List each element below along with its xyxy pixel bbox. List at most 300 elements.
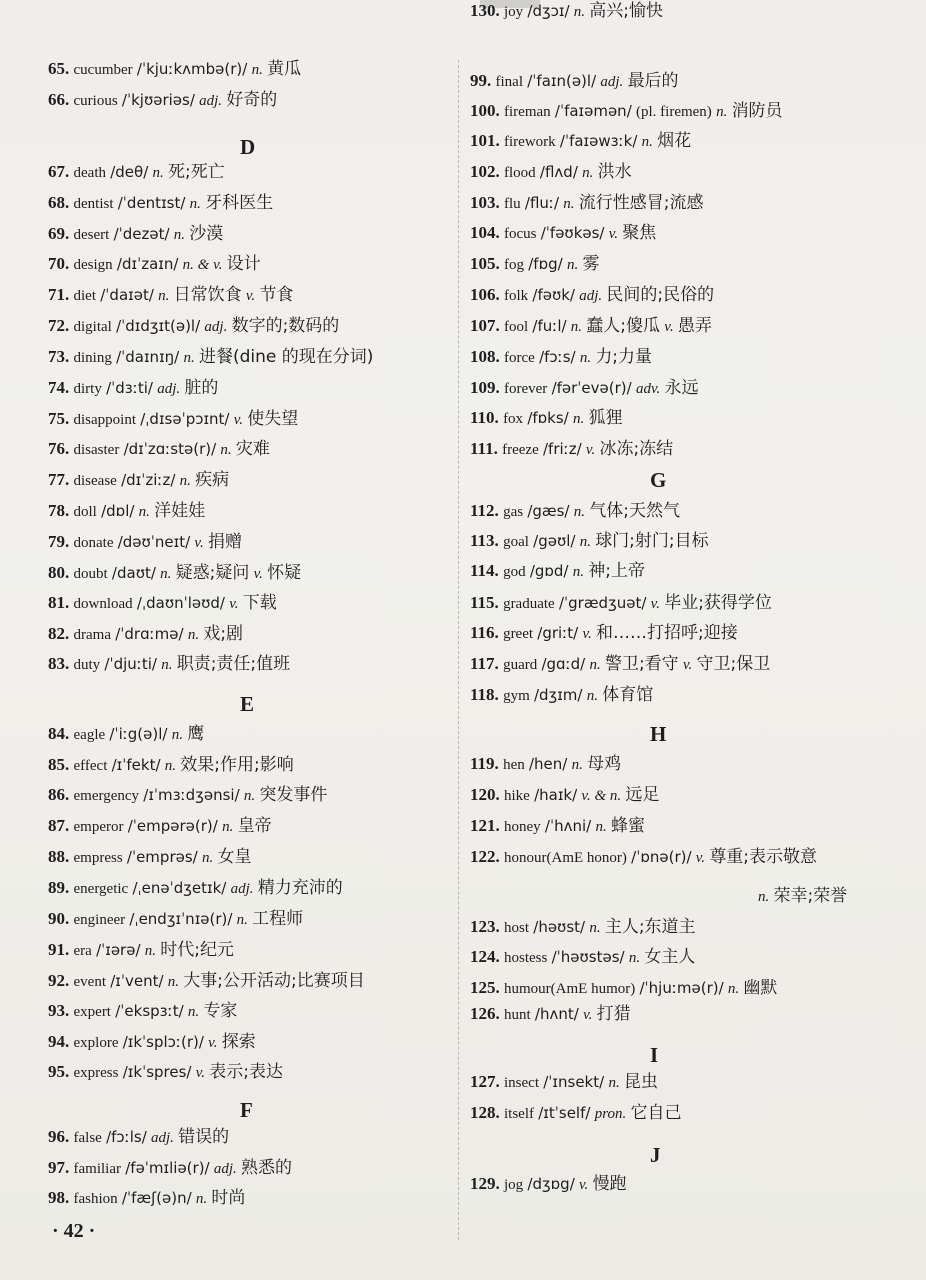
entry-number: 79. — [48, 532, 70, 551]
phonetic: /hen/ — [528, 755, 568, 773]
phonetic: /ˈɒnə(r)/ — [631, 848, 692, 866]
part-of-speech: n. — [566, 257, 579, 273]
chinese-meaning: 狐狸 — [588, 408, 623, 428]
chinese-meaning: 设计 — [226, 254, 261, 274]
vocab-entry — [470, 253, 599, 276]
headword: hostess — [504, 950, 548, 966]
entry-number: 74. — [48, 378, 70, 397]
chinese-meaning: 民间的;民俗的 — [606, 285, 715, 305]
entry-number: 123. — [470, 917, 500, 936]
phonetic: /fɒg/ — [528, 255, 563, 273]
vocab-entry — [470, 70, 679, 93]
vocab-entry — [48, 1126, 229, 1149]
phonetic: /ˈɪərə/ — [96, 941, 141, 959]
part-of-speech: n. — [195, 1191, 208, 1207]
headword: empress — [73, 850, 123, 866]
part-of-speech: n. — [222, 819, 234, 835]
chinese-meaning-2: 愚弄 — [677, 316, 712, 336]
part-of-speech: n. — [158, 288, 170, 304]
part-of-speech: n. — [571, 757, 583, 773]
part-of-speech: n. — [167, 974, 180, 990]
headword: force — [504, 350, 535, 366]
vocab-entry — [470, 438, 673, 461]
part-of-speech: n. — [187, 1004, 200, 1020]
chinese-meaning: 大事;公开活动;比赛项目 — [183, 971, 365, 991]
vocab-entry — [48, 623, 243, 646]
headword: disappoint — [73, 412, 136, 428]
vocab-entry — [48, 223, 223, 246]
headword: god — [503, 564, 526, 580]
section-letter: G — [650, 468, 667, 492]
vocab-entry — [470, 622, 738, 645]
headword: guard — [503, 657, 538, 673]
vocab-entry — [470, 653, 770, 676]
phonetic: /fluː/ — [524, 194, 560, 212]
headword: fox — [503, 411, 524, 427]
vocab-entry — [48, 469, 229, 492]
entry-number: 120. — [470, 785, 500, 804]
entry-number: 97. — [48, 1158, 70, 1177]
part-of-speech: n. — [589, 657, 601, 673]
vocab-entry — [48, 1031, 256, 1054]
headword: folk — [504, 288, 529, 304]
entry-number: 92. — [48, 971, 70, 990]
chinese-meaning: 主人;东道主 — [604, 917, 696, 937]
phonetic: /ˈfaɪəmən/ — [554, 102, 632, 120]
vocab-entry — [470, 977, 777, 1000]
entry-number: 81. — [48, 593, 70, 612]
headword: focus — [504, 226, 537, 242]
phonetic: /haɪk/ — [534, 786, 578, 804]
vocab-entry — [48, 500, 205, 523]
section-letter: I — [650, 1043, 659, 1067]
chinese-meaning: 永远 — [664, 378, 699, 398]
chinese-meaning: 工程师 — [252, 909, 304, 929]
phonetic: /ɪˈmɜːdʒənsi/ — [143, 786, 240, 804]
vocab-entry — [48, 723, 204, 746]
headword: gas — [503, 504, 524, 520]
vocab-entry — [48, 939, 234, 962]
entry-number: 104. — [470, 223, 500, 242]
part-of-speech: n. — [189, 196, 201, 212]
entry-number: 111. — [470, 439, 498, 458]
vocab-entry — [48, 1000, 237, 1023]
entry-number: 68. — [48, 193, 70, 212]
entry-number: 117. — [470, 654, 499, 673]
phonetic: /ɪkˈsplɔː(r)/ — [122, 1033, 204, 1051]
phonetic: /dʒɒg/ — [527, 1175, 575, 1193]
phonetic: /ˈdentɪst/ — [117, 194, 186, 212]
headword: desert — [73, 227, 110, 243]
vocab-entry — [48, 253, 261, 276]
vocab-entry — [48, 754, 294, 777]
phonetic: /ˈdrɑːmə/ — [115, 625, 184, 643]
entry-continuation — [758, 885, 847, 908]
part-of-speech: n. — [152, 165, 164, 181]
vocab-entry — [48, 438, 270, 461]
phonetic: /griːt/ — [537, 624, 579, 642]
entry-number: 110. — [470, 408, 499, 427]
chinese-meaning: 和……打招呼;迎接 — [596, 623, 738, 643]
headword: jog — [504, 1177, 524, 1193]
chinese-meaning: 高兴;愉快 — [589, 1, 664, 21]
phonetic: /fuːl/ — [532, 317, 567, 335]
headword: firework — [504, 134, 556, 150]
phonetic: /daʊt/ — [111, 564, 156, 582]
headword: honey — [504, 819, 541, 835]
headword: disease — [73, 473, 117, 489]
phonetic: /ˈfaɪəwɜːk/ — [559, 132, 638, 150]
phonetic: /ˌdɪsəˈpɔɪnt/ — [140, 410, 230, 428]
chinese-meaning: 时代;纪元 — [160, 940, 234, 960]
phonetic: /ˈhəʊstəs/ — [551, 948, 625, 966]
entry-number: 129. — [470, 1174, 500, 1193]
phonetic: /dɒl/ — [101, 502, 135, 520]
chinese-meaning: 黄瓜 — [267, 59, 302, 79]
entry-number: 118. — [470, 685, 499, 704]
chinese-meaning: 时尚 — [211, 1188, 246, 1208]
headword: familiar — [73, 1161, 121, 1177]
part-of-speech: n. — [563, 196, 575, 212]
headword: insect — [504, 1075, 539, 1091]
headword: cucumber — [73, 62, 133, 78]
entry-number: 108. — [470, 347, 500, 366]
section-letter: H — [650, 722, 667, 746]
phonetic: /ˌdaʊnˈləʊd/ — [136, 594, 225, 612]
vocab-entry — [470, 1102, 681, 1125]
headword: humour(AmE humor) — [504, 981, 636, 997]
chinese-meaning: 流行性感冒;流感 — [578, 193, 704, 213]
part-of-speech: adj. — [157, 381, 181, 397]
part-of-speech: n. — [160, 566, 172, 582]
chinese-meaning: 聚焦 — [622, 223, 657, 243]
phonetic: /ɪˈfekt/ — [111, 756, 161, 774]
headword: eagle — [73, 727, 106, 743]
entry-number: 78. — [48, 501, 70, 520]
part-of-speech: n. — [173, 227, 186, 243]
headword: fireman — [504, 104, 551, 120]
phonetic: /ˈkjuːkʌmbə(r)/ — [136, 60, 248, 78]
vocab-entry — [48, 284, 293, 307]
phonetic: /ˈdaɪnɪŋ/ — [116, 348, 180, 366]
headword: doubt — [73, 566, 108, 582]
vocab-entry — [470, 815, 645, 838]
part-of-speech: n. — [187, 627, 200, 643]
section-letter: J — [650, 1143, 661, 1167]
phonetic: /ˈdaɪət/ — [100, 286, 154, 304]
entry-number: 87. — [48, 816, 70, 835]
chinese-meaning: 最后的 — [627, 71, 679, 91]
vocab-entry — [470, 192, 704, 215]
chinese-meaning: 雾 — [582, 254, 600, 274]
phonetic: /flʌd/ — [539, 163, 578, 181]
entry-number: 88. — [48, 847, 70, 866]
chinese-meaning: 数字的;数码的 — [231, 316, 340, 336]
headword: freeze — [502, 442, 539, 458]
phonetic: /ˈiːg(ə)l/ — [109, 725, 168, 743]
entry-number: 94. — [48, 1032, 70, 1051]
part-of-speech: n. — [236, 912, 248, 928]
headword: host — [504, 920, 530, 936]
entry-number: 130. — [470, 1, 500, 20]
headword: goal — [503, 534, 529, 550]
entry-number: 95. — [48, 1062, 70, 1081]
column-divider — [458, 60, 461, 1240]
section-letter: F — [240, 1098, 253, 1122]
phonetic: /friːz/ — [543, 440, 582, 458]
part-of-speech: v. — [194, 535, 204, 551]
phonetic: /gɒd/ — [529, 562, 569, 580]
phonetic: /ˈɪnsekt/ — [543, 1073, 605, 1091]
part-of-speech: adv. — [635, 381, 661, 397]
part-of-speech: n. — [586, 688, 598, 704]
part-of-speech: n. — [582, 165, 594, 181]
part-of-speech: adj. — [151, 1130, 174, 1146]
chinese-meaning: 探索 — [221, 1032, 256, 1052]
headword: honour(AmE honor) — [504, 850, 627, 866]
phonetic: /ˈdɜːti/ — [106, 379, 153, 397]
part-of-speech: n. — [161, 657, 173, 673]
part-of-speech: n. & v. — [182, 257, 223, 273]
chinese-meaning: 疑惑;疑问 — [175, 563, 250, 583]
vocab-entry — [48, 908, 303, 931]
phonetic: /ˈdɪdʒɪt(ə)l/ — [116, 317, 201, 335]
phonetic: /həʊst/ — [533, 918, 586, 936]
part-of-speech: n. — [183, 350, 195, 366]
headword: energetic — [73, 881, 129, 897]
part-of-speech: n. — [758, 889, 770, 905]
chinese-meaning: 熟悉的 — [241, 1158, 293, 1178]
entry-number: 106. — [470, 285, 500, 304]
phonetic: /ˈfəʊkəs/ — [540, 224, 605, 242]
part-of-speech: v. — [233, 412, 244, 428]
phonetic: /hʌnt/ — [534, 1005, 579, 1023]
part-of-speech: n. — [572, 411, 585, 427]
entry-number: 103. — [470, 193, 500, 212]
chinese-meaning: 消防员 — [731, 101, 783, 121]
headword: disaster — [73, 442, 120, 458]
entry-number: 76. — [48, 439, 70, 458]
entry-number: 69. — [48, 224, 70, 243]
entry-number: 125. — [470, 978, 500, 997]
phonetic: /ˈekspɜːt/ — [115, 1002, 184, 1020]
headword: forever — [504, 381, 548, 397]
chinese-meaning: 疾病 — [195, 470, 230, 490]
part-of-speech: n. — [570, 319, 583, 335]
entry-number: 128. — [470, 1103, 500, 1122]
vocab-entry — [470, 846, 817, 869]
headword: final — [495, 74, 523, 90]
phonetic: /fɔːs/ — [539, 348, 576, 366]
part-of-speech: n. — [641, 134, 653, 150]
part-of-speech: v. — [208, 1035, 218, 1051]
entry-number: 84. — [48, 724, 70, 743]
headword: explore — [73, 1035, 119, 1051]
vocab-entry — [470, 592, 772, 615]
headword: gym — [503, 688, 530, 704]
part-of-speech: v. — [582, 626, 592, 642]
entry-number: 89. — [48, 878, 70, 897]
headword: emergency — [73, 788, 140, 804]
part-of-speech: adj. — [199, 93, 223, 109]
vocab-entry — [470, 346, 652, 369]
phonetic: /dɪˈzɑːstə(r)/ — [123, 440, 217, 458]
vocab-entry — [48, 1157, 292, 1180]
headword: download — [73, 596, 133, 612]
part-of-speech-2: v. — [682, 657, 693, 673]
entry-number: 126. — [470, 1004, 500, 1023]
headword: emperor — [73, 819, 124, 835]
part-of-speech: adj. — [579, 288, 603, 304]
entry-number: 67. — [48, 162, 70, 181]
part-of-speech: n. — [179, 473, 191, 489]
chinese-meaning: 突发事件 — [259, 785, 328, 805]
phonetic: /ˌendʒɪˈnɪə(r)/ — [129, 910, 233, 928]
phonetic: /ˈfaɪn(ə)l/ — [527, 72, 597, 90]
chinese-meaning: 昆虫 — [623, 1072, 658, 1092]
headword: false — [73, 1130, 102, 1146]
vocab-entry — [470, 784, 659, 807]
chinese-meaning: 荣幸;荣誉 — [773, 886, 848, 906]
part-of-speech: n. — [572, 564, 584, 580]
phonetic: /fəˈmɪliə(r)/ — [125, 1159, 210, 1177]
chinese-meaning: 洪水 — [597, 162, 632, 182]
phonetic: /fɒks/ — [527, 409, 569, 427]
part-of-speech: v. — [650, 596, 660, 612]
headword: itself — [504, 1106, 534, 1122]
entry-number: 124. — [470, 947, 500, 966]
chinese-meaning: 皇帝 — [237, 816, 272, 836]
part-of-speech: v. — [695, 850, 706, 866]
vocab-entry — [470, 407, 622, 430]
entry-number: 98. — [48, 1188, 70, 1207]
headword: dentist — [73, 196, 114, 212]
part-of-speech: n. — [201, 850, 214, 866]
chinese-meaning: 沙漠 — [189, 224, 224, 244]
entry-number: 122. — [470, 847, 500, 866]
entry-number: 107. — [470, 316, 500, 335]
headword: death — [73, 165, 106, 181]
phonetic: /deθ/ — [110, 163, 149, 181]
chinese-meaning: 洋娃娃 — [154, 501, 206, 521]
chinese-meaning: 牙科医生 — [205, 193, 274, 213]
headword: joy — [504, 4, 524, 20]
chinese-meaning-2: 怀疑 — [267, 563, 302, 583]
vocab-entry — [48, 192, 273, 215]
part-of-speech: adj. — [600, 74, 624, 90]
chinese-meaning: 球门;射门;目标 — [595, 531, 709, 551]
phonetic: /dɪˈzaɪn/ — [116, 255, 179, 273]
chinese-meaning: 效果;作用;影响 — [180, 755, 294, 775]
part-of-speech: adj. — [230, 881, 254, 897]
vocab-entry — [470, 560, 645, 583]
chinese-meaning: 女主人 — [644, 947, 696, 967]
part-of-speech: n. — [573, 504, 585, 520]
phonetic: /ˈhʌni/ — [544, 817, 592, 835]
phonetic: /gəʊl/ — [533, 532, 576, 550]
vocab-entry — [470, 100, 783, 123]
headword: fool — [504, 319, 529, 335]
part-of-speech: n. — [164, 758, 177, 774]
entry-number: 85. — [48, 755, 70, 774]
chinese-meaning: 戏;剧 — [203, 624, 244, 644]
part-of-speech: n. — [220, 442, 232, 458]
chinese-meaning: 母鸡 — [587, 754, 622, 774]
phonetic: /dʒɔɪ/ — [527, 2, 570, 20]
phonetic: /ɪkˈspres/ — [122, 1063, 192, 1081]
section-letter: E — [240, 692, 255, 716]
headword: hunt — [504, 1007, 531, 1023]
chinese-meaning: 毕业;获得学位 — [664, 593, 772, 613]
part-of-speech: n. — [727, 981, 740, 997]
vocab-entry — [48, 1061, 283, 1084]
vocab-entry — [48, 815, 272, 838]
vocab-entry — [470, 684, 653, 707]
phonetic: /gæs/ — [527, 502, 570, 520]
chinese-meaning: 幽默 — [743, 978, 778, 998]
vocab-entry — [470, 222, 656, 245]
headword: expert — [73, 1004, 111, 1020]
headword: flu — [504, 196, 521, 212]
vocab-entry — [470, 284, 714, 307]
part-of-speech: adj. — [213, 1161, 237, 1177]
entry-number: 77. — [48, 470, 70, 489]
chinese-meaning: 蜂蜜 — [610, 816, 645, 836]
entry-number: 127. — [470, 1072, 500, 1091]
entry-number: 65. — [48, 59, 70, 78]
chinese-meaning: 精力充沛的 — [257, 878, 343, 898]
entry-number: 102. — [470, 162, 500, 181]
vocab-entry — [470, 0, 663, 23]
headword: era — [73, 943, 92, 959]
chinese-meaning: 打猎 — [596, 1004, 631, 1024]
part-of-speech: n. — [243, 788, 256, 804]
headword: flood — [504, 165, 536, 181]
phonetic: /ˈfæʃ(ə)n/ — [121, 1189, 192, 1207]
entry-number: 90. — [48, 909, 70, 928]
phonetic: /ˈempərə(r)/ — [127, 817, 218, 835]
entry-number: 86. — [48, 785, 70, 804]
headword: express — [73, 1065, 119, 1081]
entry-number: 73. — [48, 347, 70, 366]
vocab-entry — [48, 592, 277, 615]
part-of-speech: v. & n. — [581, 788, 622, 804]
headword: drama — [73, 627, 111, 643]
chinese-meaning: 脏的 — [184, 378, 219, 398]
vocab-entry — [470, 315, 712, 338]
chinese-meaning: 慢跑 — [592, 1174, 627, 1194]
entry-number: 112. — [470, 501, 499, 520]
part-of-speech: v. — [579, 1177, 589, 1193]
part-of-speech: v. — [583, 1007, 593, 1023]
entry-number: 80. — [48, 563, 70, 582]
vocab-entry — [48, 315, 339, 338]
vocab-entry — [48, 877, 343, 900]
chinese-meaning: 体育馆 — [602, 685, 654, 705]
part-of-speech: n. — [144, 943, 156, 959]
phonetic: /dɪˈziːz/ — [121, 471, 176, 489]
vocab-entry — [470, 1071, 658, 1094]
entry-number: 70. — [48, 254, 70, 273]
vocab-entry — [470, 500, 680, 523]
part-of-speech: n. — [608, 1075, 620, 1091]
part-of-speech: adj. — [204, 319, 228, 335]
entry-number: 96. — [48, 1127, 70, 1146]
chinese-meaning: 捐赠 — [207, 532, 242, 552]
part-of-speech: n. — [628, 950, 641, 966]
phonetic: /ˈdjuːti/ — [104, 655, 157, 673]
chinese-meaning: 使失望 — [247, 409, 299, 429]
